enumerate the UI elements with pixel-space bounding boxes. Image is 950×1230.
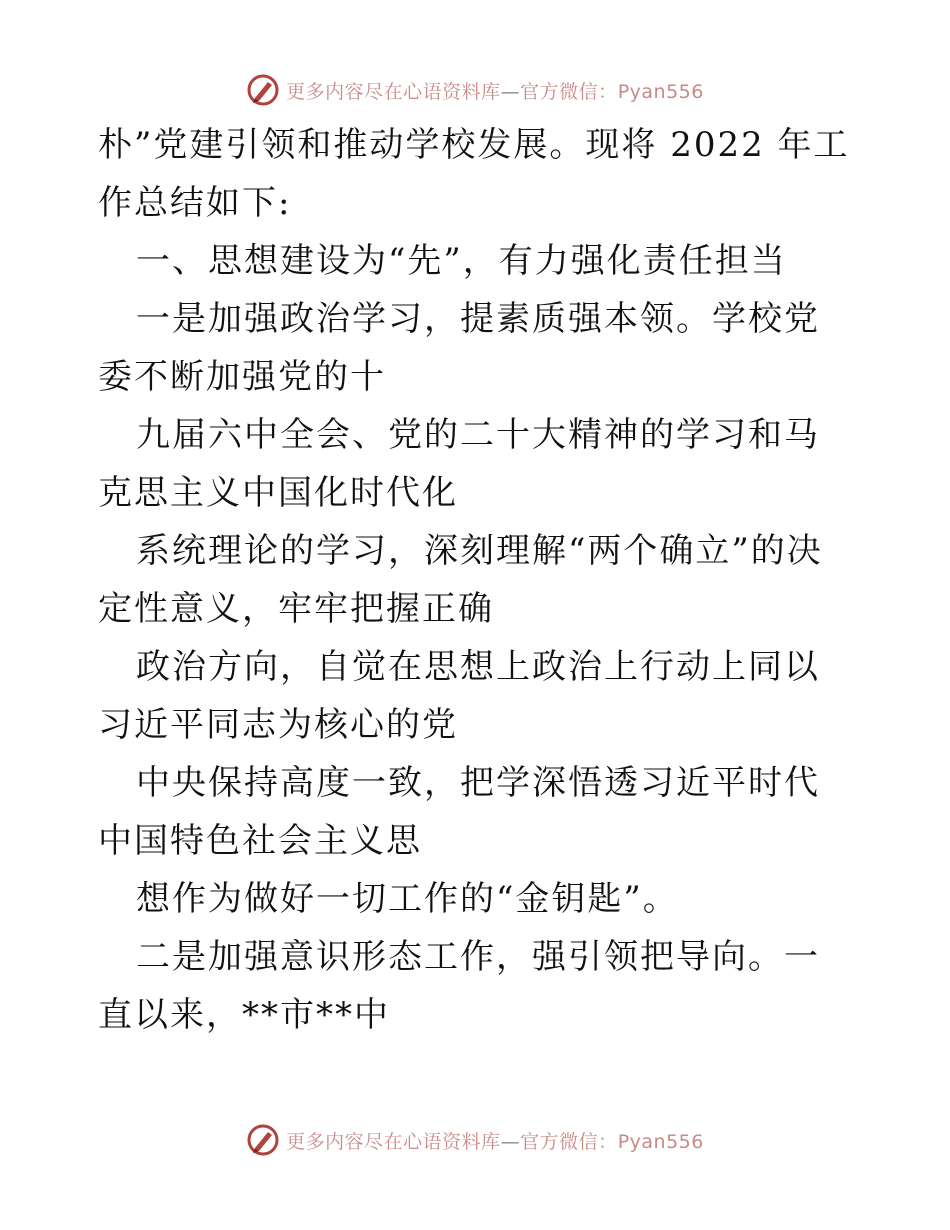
banner-text	[286, 77, 704, 104]
header-banner	[0, 70, 950, 110]
banner-site-text: 更多内容尽在心语资料库	[286, 1130, 501, 1153]
paragraph: 系统理论的学习，深刻理解“两个确立”的决定性意义，牢牢把握正确	[98, 531, 823, 629]
paragraph: 一是加强政治学习，提素质强本领。学校党委不断加强党的十	[98, 299, 820, 397]
banner-wechat-id: Pyan556	[617, 1130, 704, 1153]
banner-site-text: 更多内容尽在心语资料库	[286, 80, 501, 103]
banner-wechat-label: 官方微信：	[520, 80, 618, 103]
pen-logo-icon	[246, 1123, 280, 1157]
banner-wechat-label: 官方微信：	[520, 1130, 618, 1153]
footer-banner	[0, 1120, 950, 1160]
banner-separator: —	[500, 1130, 521, 1153]
pen-logo-icon	[246, 73, 280, 107]
paragraph: 想作为做好一切工作的“金钥匙”。	[136, 879, 679, 919]
paragraph: 政治方向，自觉在思想上政治上行动上同以习近平同志为核心的党	[98, 647, 820, 745]
banner-separator: —	[500, 80, 521, 103]
paragraph: 九届六中全会、党的二十大精神的学习和马克思主义中国化时代化	[98, 415, 820, 513]
document-body	[98, 116, 854, 1044]
banner-wechat-id: Pyan556	[617, 80, 704, 103]
paragraph: 二是加强意识形态工作，强引领把导向。一直以来，**市**中	[98, 937, 820, 1035]
paragraph: 中央保持高度一致，把学深悟透习近平时代中国特色社会主义思	[98, 763, 820, 861]
paragraph: 朴”党建引领和推动学校发展。现将 2022 年工作总结如下:	[98, 125, 850, 223]
section-heading: 一、思想建设为“先”，有力强化责任担当	[136, 241, 787, 281]
banner-text	[286, 1127, 704, 1154]
